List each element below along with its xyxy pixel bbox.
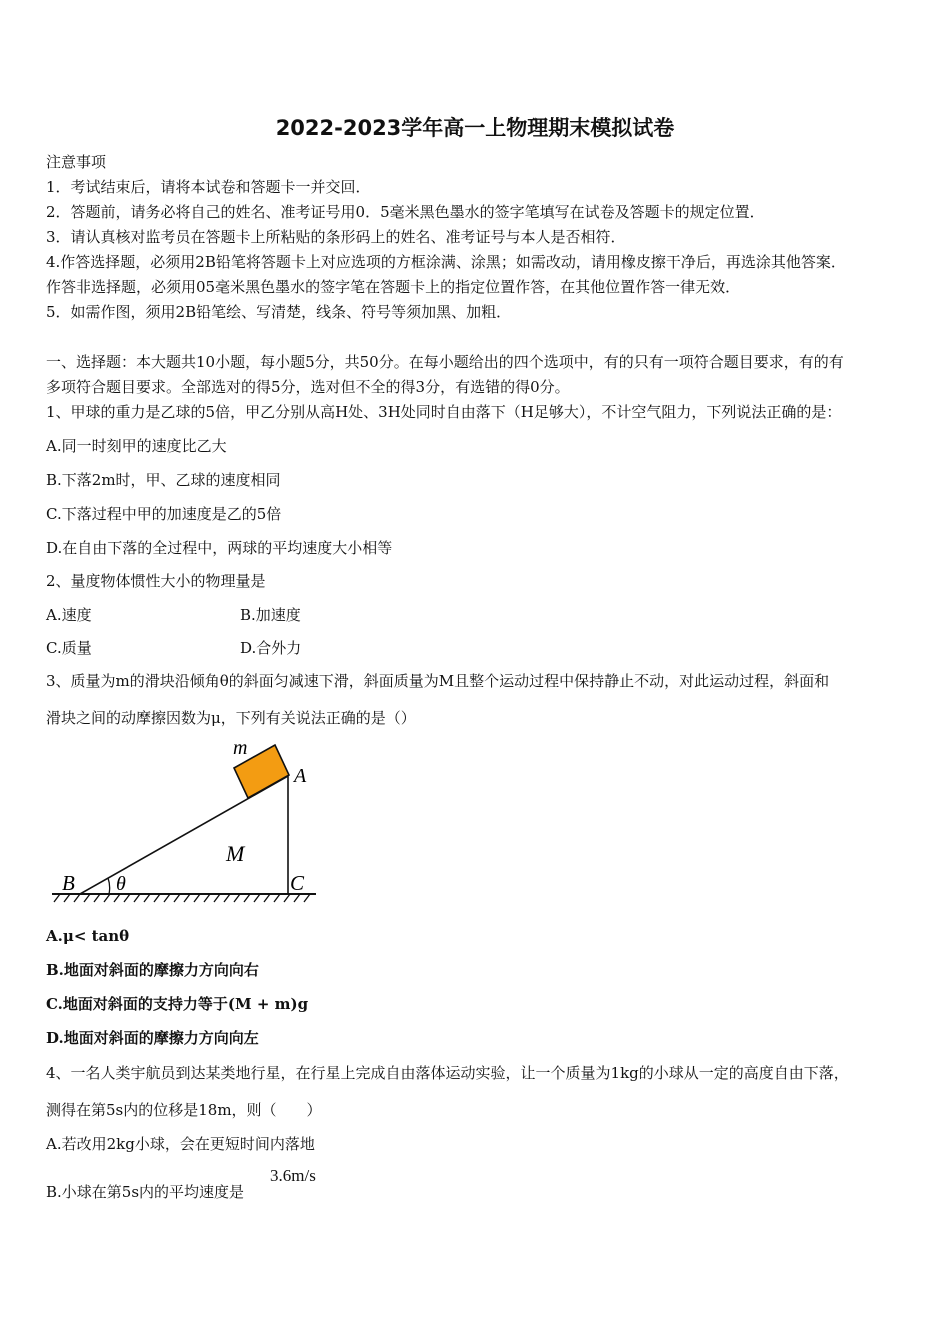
q1-option-d: D.在自由下落的全过程中，两球的平均速度大小相等	[46, 539, 393, 557]
q3-option-b: B.地面对斜面的摩擦力方向向右	[46, 961, 259, 979]
label-theta: θ	[116, 873, 126, 895]
page-title: 2022-2023学年高一上物理期末模拟试卷	[275, 116, 675, 140]
ground-hatching	[54, 894, 310, 902]
q4-option-a: A.若改用2kg小球，会在更短时间内落地	[46, 1135, 315, 1153]
q1-stem: 1、甲球的重力是乙球的5倍，甲乙分别从高H处、3H处同时自由落下（H足够大），不计空气阻力，下列说法正确的是：	[46, 403, 842, 421]
q2-option-d: D.合外力	[240, 639, 302, 657]
label-a: A	[294, 765, 307, 787]
q4-stem-line-1: 4、一名人类宇航员到达某类地行星，在行星上完成自由落体运动实验，让一个质量为1kg的小球从一定的高度自由下落，	[46, 1064, 849, 1082]
label-m: m	[233, 737, 248, 759]
q2-option-c: C.质量	[46, 639, 92, 657]
q1-option-b: B.下落2m时，甲、乙球的速度相同	[46, 471, 281, 489]
q3-option-d: D.地面对斜面的摩擦力方向向左	[46, 1029, 259, 1047]
q4-stem-line-2: 测得在第5s内的位移是18m，则（ ）	[46, 1101, 322, 1119]
q3-option-a: A.μ< tanθ	[46, 927, 130, 945]
notice-heading: 注意事项	[46, 153, 107, 171]
label-b: B	[62, 871, 75, 895]
q2-stem: 2、量度物体惯性大小的物理量是	[46, 572, 266, 590]
q3-option-c: C.地面对斜面的支持力等于(M + m)g	[46, 995, 309, 1013]
q3-stem-line-1: 3、质量为m的滑块沿倾角θ的斜面匀减速下滑，斜面质量为M且整个运动过程中保持静止不动，对此运动过程，斜面和	[46, 672, 830, 690]
label-big-m: M	[226, 841, 245, 866]
notice-item-5: 5．如需作图，须用2B铅笔绘、写清楚，线条、符号等须加黑、加粗．	[46, 303, 512, 321]
q2-option-a: A.速度	[46, 606, 92, 624]
q1-option-a: A.同一时刻甲的速度比乙大	[46, 437, 227, 455]
label-c: C	[290, 871, 305, 895]
section-instructions-line-2: 多项符合题目要求。全部选对的得5分，选对但不全的得3分，有选错的得0分。	[46, 378, 570, 396]
q1-option-c: C.下落过程中甲的加速度是乙的5倍	[46, 505, 282, 523]
notice-item-3: 3．请认真核对监考员在答题卡上所粘贴的条形码上的姓名、准考证号与本人是否相符．	[46, 228, 626, 246]
incline-diagram	[46, 736, 326, 908]
q3-stem-line-2: 滑块之间的动摩擦因数为μ，下列有关说法正确的是（）	[46, 709, 416, 727]
q4-option-b: B.小球在第5s内的平均速度是	[46, 1183, 245, 1201]
notice-item-4-continued: 作答非选择题，必须用05毫米黑色墨水的签字笔在答题卡上的指定位置作答，在其他位置作答一律无效．	[46, 278, 741, 296]
theta-arc	[108, 878, 110, 894]
notice-item-1: 1．考试结束后，请将本试卷和答题卡一并交回．	[46, 178, 371, 196]
q2-option-b: B.加速度	[240, 606, 301, 624]
q4-option-b-value: 3.6m/s	[270, 1166, 316, 1185]
notice-item-2: 2．答题前，请务必将自己的姓名、准考证号用0．5毫米黑色墨水的签字笔填写在试卷及答题卡的规定位置．	[46, 203, 765, 221]
section-instructions-line-1: 一、选择题：本大题共10小题，每小题5分，共50分。在每小题给出的四个选项中，有的只有一项符合题目要求，有的有	[46, 353, 844, 371]
notice-item-4: 4.作答选择题，必须用2B铅笔将答题卡上对应选项的方框涂满、涂黑；如需改动，请用橡皮擦干净后，再选涂其他答案．	[46, 253, 846, 271]
